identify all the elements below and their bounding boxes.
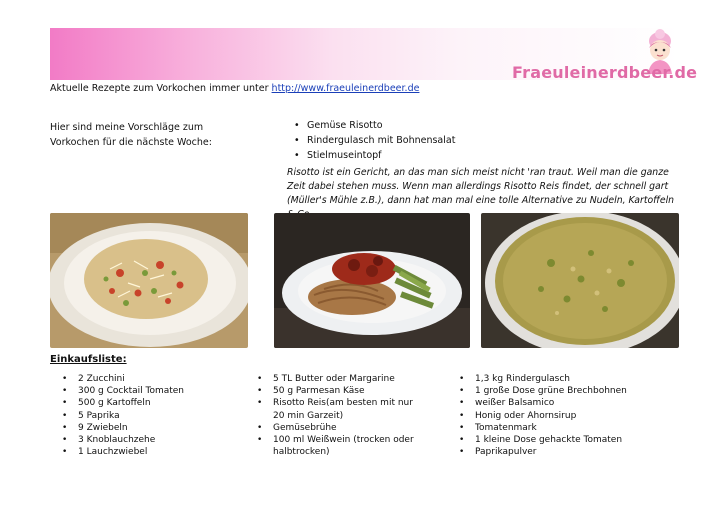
list-item: • 100 ml Weißwein (trocken oder xyxy=(253,434,414,446)
shopping-list-heading: Einkaufsliste: xyxy=(50,354,127,365)
page-subtitle xyxy=(50,83,419,94)
list-item: • 1 kleine Dose gehackte Tomaten xyxy=(455,434,627,446)
goulash-photo xyxy=(274,213,470,348)
list-item: • 500 g Kartoffeln xyxy=(58,397,184,409)
list-item: • 3 Knoblauchzehe xyxy=(58,434,184,446)
list-item: • Honig oder Ahornsirup xyxy=(455,410,627,422)
brand-logo-text: Fraeuleinerdbeer.de xyxy=(512,63,698,82)
recipe-item: • Stielmuseintopf xyxy=(290,148,455,163)
website-link[interactable]: http://www.fraeuleinerdbeer.de xyxy=(271,83,420,94)
shopping-column-goulash xyxy=(455,373,627,458)
list-item-continuation: halbtrocken) xyxy=(273,447,330,458)
recipe-item: • Rindergulasch mit Bohnensalat xyxy=(290,133,455,148)
list-item-continuation: 20 min Garzeit) xyxy=(273,410,344,421)
list-item: • Tomatenmark xyxy=(455,422,627,434)
list-item: • 50 g Parmesan Käse xyxy=(253,385,414,397)
list-item: • 300 g Cocktail Tomaten xyxy=(58,385,184,397)
list-item: • 1 Lauchzwiebel xyxy=(58,446,184,458)
risotto-description: Risotto ist ein Gericht, an das man sich meist nicht 'ran traut. Weil man die ganze Zeit dabei stehen muss. Wenn man allerdings Risotto Reis findet, der schnell gart (Müller's Mühle z.B.), dann hat man mal eine tolle Alternative zu Nudeln, Kartoffeln xyxy=(287,167,675,206)
recipe-list xyxy=(290,118,455,163)
intro-text: Hier sind meine Vorschläge zum Vorkochen für die nächste Woche: xyxy=(50,122,212,148)
list-item: • Gemüsebrühe xyxy=(253,422,414,434)
recipe-item: • Gemüse Risotto xyxy=(290,118,455,133)
list-item: • 2 Zucchini xyxy=(58,373,184,385)
list-item: • 5 Paprika xyxy=(58,410,184,422)
subtitle-text: Aktuelle Rezepte zum Vorkochen immer unter xyxy=(50,83,269,94)
list-item: • Paprikapulver xyxy=(455,446,627,458)
list-item: • 1,3 kg Rindergulasch xyxy=(455,373,627,385)
list-item: • 9 Zwiebeln xyxy=(58,422,184,434)
stew-photo xyxy=(481,213,679,348)
shopping-column-vegetables xyxy=(58,373,184,458)
list-item: • 1 große Dose grüne Brechbohnen xyxy=(455,385,627,397)
risotto-photo xyxy=(50,213,248,348)
list-item: • 5 TL Butter oder Margarine xyxy=(253,373,414,385)
list-item: • Risotto Reis(am besten mit nur xyxy=(253,397,414,409)
list-item: • weißer Balsamico xyxy=(455,397,627,409)
shopping-column-risotto xyxy=(253,373,414,458)
